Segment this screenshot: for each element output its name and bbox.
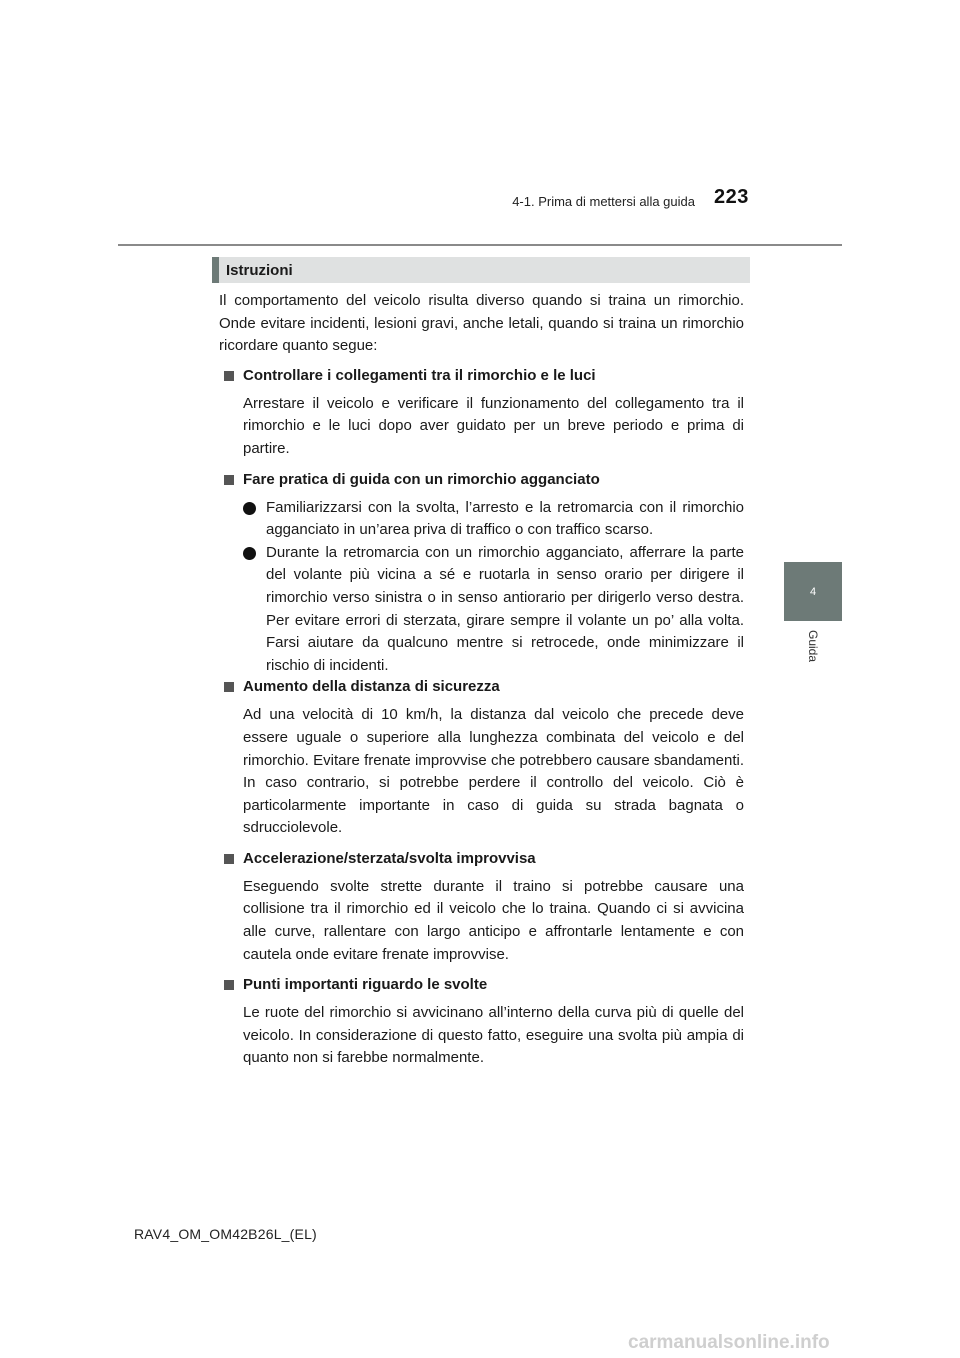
bullet-text: Familiarizzarsi con la svolta, l’arresto e la retromarcia con il rimorchio agganciato in un’area priva di traffico o con traffico scarso. xyxy=(266,498,744,539)
chapter-label-container xyxy=(784,624,842,668)
block-connections xyxy=(219,366,744,461)
subheading xyxy=(219,470,744,490)
square-bullet-icon xyxy=(224,682,234,692)
subheading xyxy=(219,975,744,995)
block-safety-distance xyxy=(219,677,744,840)
subheading xyxy=(219,677,744,697)
bullet-item xyxy=(219,497,744,542)
page-number: 223 xyxy=(714,186,749,208)
round-bullet-icon xyxy=(243,547,256,560)
main-content xyxy=(219,290,744,1079)
subheading-text: Fare pratica di guida con un rimorchio agganciato xyxy=(243,470,600,488)
block-turns xyxy=(219,975,744,1070)
intro-paragraph: Il comportamento del veicolo risulta diverso quando si traina un rimorchio. Onde evitare incidenti, lesioni gravi, anche letali, quando si traina un rimorchio ricordare quanto segue: xyxy=(219,292,744,355)
chapter-number: 4 xyxy=(809,585,817,598)
chapter-label: Guida xyxy=(806,629,820,663)
subheading-text: Controllare i collegamenti tra il rimorchio e le luci xyxy=(243,366,596,384)
subheading xyxy=(219,849,744,869)
chapter-tab xyxy=(784,562,842,621)
document-id: RAV4_OM_OM42B26L_(EL) xyxy=(134,1226,317,1242)
square-bullet-icon xyxy=(224,475,234,485)
subheading xyxy=(219,366,744,386)
subheading-text: Punti importanti riguardo le svolte xyxy=(243,976,488,994)
body-paragraph: Arrestare il veicolo e verificare il funzionamento del collegamento tra il rimorchio e le luci dopo aver guidato per un breve periodo e prima di partire. xyxy=(243,394,744,457)
square-bullet-icon xyxy=(224,371,234,381)
body-paragraph: Eseguendo svolte strette durante il traino si potrebbe causare una collisione tra il rimorchio ed il veicolo che lo traina. Quando ci si avvicina alle curve, rallentare con largo anticipo e affrontarle lentamente e con cautela onde evitare frenate improvvise. xyxy=(243,877,744,963)
section-title-box xyxy=(212,257,750,283)
bullet-item xyxy=(219,542,744,678)
watermark: carmanualsonline.info xyxy=(628,1332,830,1353)
header-section-title: 4-1. Prima di mettersi alla guida xyxy=(512,194,695,209)
body-paragraph: Le ruote del rimorchio si avvicinano all’interno della curva più di quelle del veicolo. In considerazione di questo fatto, eseguire una svolta più ampia di quanto non si farebbe normalmente. xyxy=(243,1004,744,1067)
subheading-text: Aumento della distanza di sicurezza xyxy=(243,678,500,696)
block-sudden-maneuvers xyxy=(219,849,744,966)
round-bullet-icon xyxy=(243,502,256,515)
bullet-text: Durante la retromarcia con un rimorchio agganciato, afferrare la parte del volante più vicina a sé e ruotarla in senso orario per dirigere il rimorchio verso sinistra o in senso antiorario per dirigerlo verso destra. Per evitare errori di sterzata, girare sempre il volante un po’ alla volta. Farsi aiutare da qualcuno mentre si retrocede, onde minimizzare il rischio di incidenti. xyxy=(266,543,744,674)
subheading-text: Accelerazione/sterzata/svolta improvvisa xyxy=(243,849,536,867)
header-divider xyxy=(118,244,842,246)
square-bullet-icon xyxy=(224,854,234,864)
square-bullet-icon xyxy=(224,980,234,990)
body-paragraph: Ad una velocità di 10 km/h, la distanza dal veicolo che precede deve essere uguale o superiore alla lunghezza combinata del veicolo e del rimorchio. Evitare frenate improvvise che potrebbero causare sbandamenti. In caso contrario, si potrebbe perdere il controllo del veicolo. Ciò è particolarmente importante in caso di guida su strada bagnata o sdrucciolevole. xyxy=(243,706,744,837)
block-practice xyxy=(219,470,744,678)
section-title: Istruzioni xyxy=(226,261,293,279)
